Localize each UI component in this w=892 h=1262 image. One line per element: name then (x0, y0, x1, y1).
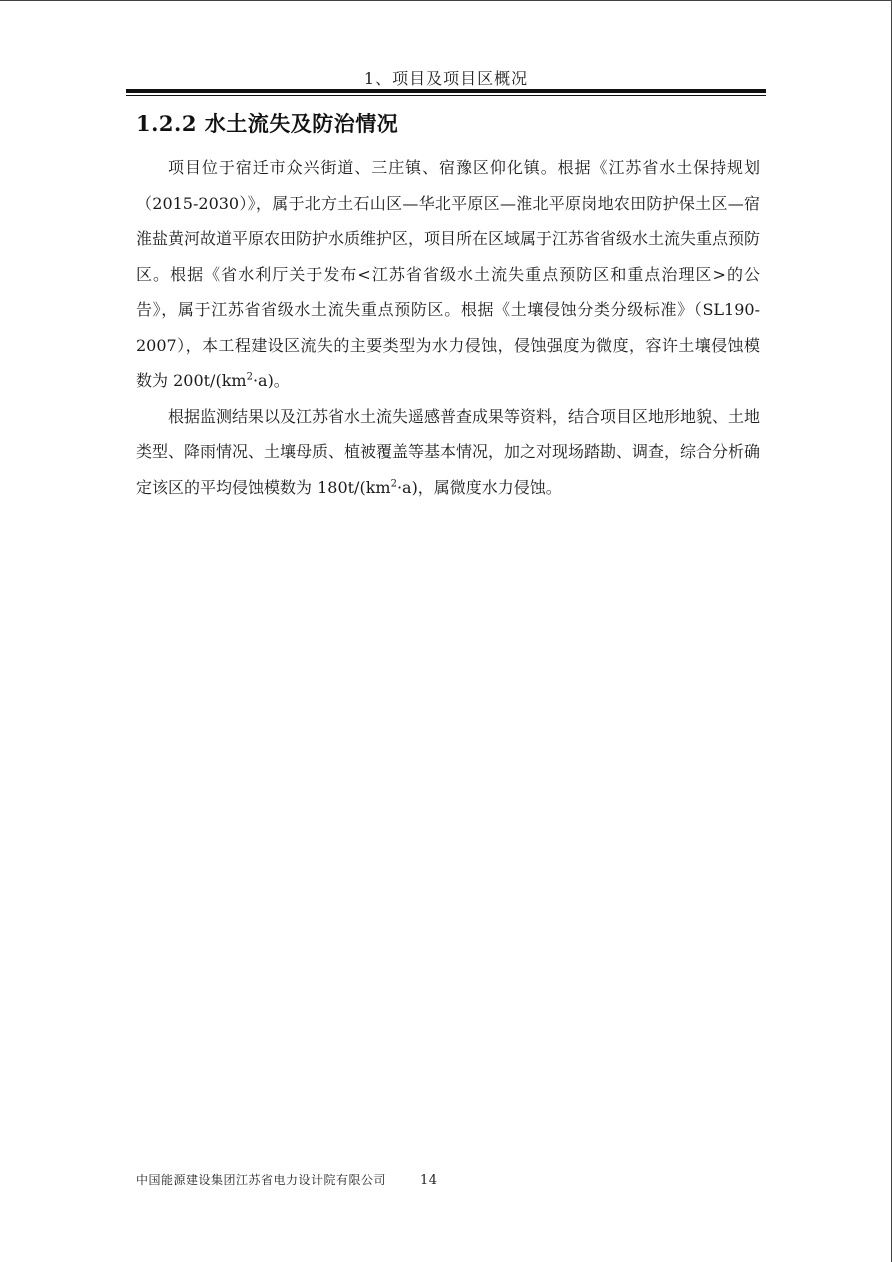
body-text (136, 150, 760, 505)
footer-company: 中国能源建设集团江苏省电力设计院有限公司 (136, 1173, 387, 1187)
running-header: 1、项目及项目区概况 (363, 69, 529, 88)
paragraph-1-text: 项目位于宿迁市众兴街道、三庄镇、宿豫区仰化镇。根据《江苏省水土保持规划（2015-2030）》，属于北方土石山区—华北平原区—淮北平原岗地农田防护保土区—宿淮盐黄河故道平原农田防护水质维护区，项目所在区域属于江苏省省级水土流失重点预防区。根据《省水利厅关于发布<江苏省省级水土流失重点预防区和重点治理区>的公告》，属于江苏省省级水土流失重点预防区。根据《土壤侵蚀分类分级标准》（SL190-2007），本工程建设区流失的主要类型为水力侵蚀，侵蚀强度为微度，容许土壤侵蚀模数为 200t/(km (136, 158, 761, 390)
paragraph-1-text-end: ·a)。 (252, 371, 290, 390)
page-footer (136, 1171, 438, 1188)
paragraph-1 (136, 150, 760, 399)
paragraph-1-superscript: 2 (246, 371, 253, 383)
paragraph-2 (136, 399, 760, 506)
header-rule-thin (126, 95, 766, 96)
page-top-border (0, 0, 892, 1)
paragraph-2-superscript: 2 (390, 478, 397, 490)
page-number: 14 (420, 1173, 438, 1188)
paragraph-2-text-end: ·a)，属微度水力侵蚀。 (396, 477, 562, 497)
section-heading: 1.2.2 水土流失及防治情况 (136, 111, 399, 136)
header-rule-thick (126, 89, 766, 93)
paragraph-2-text: 根据监测结果以及江苏省水土流失遥感普查成果等资料，结合项目区地形地貌、土地类型、降雨情况、土壤母质、植被覆盖等基本情况，加之对现场踏勘、调查，综合分析确定该区的平均侵蚀模数为 180t/(km (136, 406, 761, 497)
